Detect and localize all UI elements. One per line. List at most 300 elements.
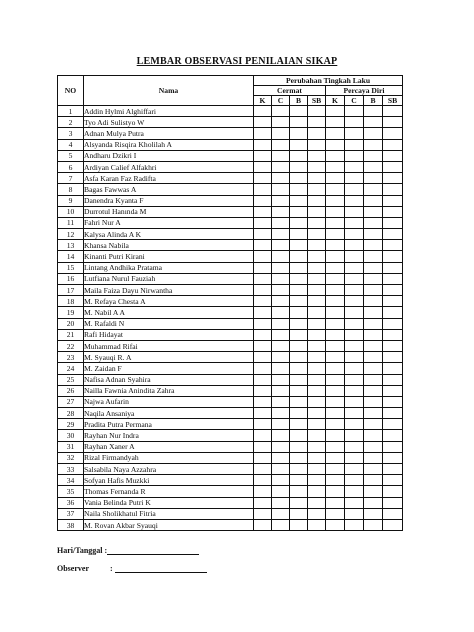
score-cell[interactable] <box>254 363 272 374</box>
score-cell[interactable] <box>326 307 345 318</box>
score-cell[interactable] <box>345 296 364 307</box>
score-cell[interactable] <box>364 307 383 318</box>
score-cell[interactable] <box>326 150 345 161</box>
score-cell[interactable] <box>308 396 326 407</box>
score-cell[interactable] <box>383 251 403 262</box>
score-cell[interactable] <box>290 173 308 184</box>
score-cell[interactable] <box>383 340 403 351</box>
score-cell[interactable] <box>345 486 364 497</box>
score-cell[interactable] <box>308 385 326 396</box>
score-cell[interactable] <box>383 173 403 184</box>
score-cell[interactable] <box>272 251 290 262</box>
score-cell[interactable] <box>383 195 403 206</box>
score-cell[interactable] <box>345 497 364 508</box>
score-cell[interactable] <box>308 363 326 374</box>
score-cell[interactable] <box>364 106 383 117</box>
score-cell[interactable] <box>345 464 364 475</box>
score-cell[interactable] <box>364 363 383 374</box>
score-cell[interactable] <box>272 318 290 329</box>
score-cell[interactable] <box>290 508 308 519</box>
score-cell[interactable] <box>345 195 364 206</box>
score-cell[interactable] <box>308 419 326 430</box>
score-cell[interactable] <box>290 519 308 530</box>
score-cell[interactable] <box>308 329 326 340</box>
score-cell[interactable] <box>326 229 345 240</box>
score-cell[interactable] <box>308 441 326 452</box>
score-cell[interactable] <box>383 150 403 161</box>
score-cell[interactable] <box>383 486 403 497</box>
score-cell[interactable] <box>383 229 403 240</box>
score-cell[interactable] <box>308 430 326 441</box>
score-cell[interactable] <box>254 340 272 351</box>
score-cell[interactable] <box>308 486 326 497</box>
score-cell[interactable] <box>383 318 403 329</box>
score-cell[interactable] <box>326 139 345 150</box>
score-cell[interactable] <box>345 161 364 172</box>
score-cell[interactable] <box>308 229 326 240</box>
score-cell[interactable] <box>383 419 403 430</box>
score-cell[interactable] <box>290 352 308 363</box>
score-cell[interactable] <box>290 251 308 262</box>
score-cell[interactable] <box>308 497 326 508</box>
score-cell[interactable] <box>290 486 308 497</box>
score-cell[interactable] <box>383 206 403 217</box>
score-cell[interactable] <box>290 441 308 452</box>
score-cell[interactable] <box>254 464 272 475</box>
score-cell[interactable] <box>254 318 272 329</box>
score-cell[interactable] <box>308 464 326 475</box>
score-cell[interactable] <box>383 139 403 150</box>
score-cell[interactable] <box>345 452 364 463</box>
score-cell[interactable] <box>272 396 290 407</box>
score-cell[interactable] <box>326 329 345 340</box>
score-cell[interactable] <box>254 206 272 217</box>
score-cell[interactable] <box>254 385 272 396</box>
score-cell[interactable] <box>383 452 403 463</box>
score-cell[interactable] <box>326 296 345 307</box>
score-cell[interactable] <box>383 363 403 374</box>
score-cell[interactable] <box>364 374 383 385</box>
score-cell[interactable] <box>364 385 383 396</box>
score-cell[interactable] <box>326 352 345 363</box>
score-cell[interactable] <box>272 173 290 184</box>
score-cell[interactable] <box>254 117 272 128</box>
score-cell[interactable] <box>326 419 345 430</box>
score-cell[interactable] <box>308 139 326 150</box>
score-cell[interactable] <box>326 508 345 519</box>
score-cell[interactable] <box>290 139 308 150</box>
score-cell[interactable] <box>254 273 272 284</box>
score-cell[interactable] <box>326 374 345 385</box>
score-cell[interactable] <box>254 150 272 161</box>
score-cell[interactable] <box>308 374 326 385</box>
score-cell[interactable] <box>290 150 308 161</box>
score-cell[interactable] <box>254 419 272 430</box>
score-cell[interactable] <box>364 519 383 530</box>
score-cell[interactable] <box>345 184 364 195</box>
score-cell[interactable] <box>364 173 383 184</box>
score-cell[interactable] <box>272 352 290 363</box>
score-cell[interactable] <box>364 296 383 307</box>
score-cell[interactable] <box>364 273 383 284</box>
score-cell[interactable] <box>345 240 364 251</box>
score-cell[interactable] <box>326 106 345 117</box>
score-cell[interactable] <box>272 340 290 351</box>
score-cell[interactable] <box>290 408 308 419</box>
score-cell[interactable] <box>383 374 403 385</box>
score-cell[interactable] <box>364 464 383 475</box>
score-cell[interactable] <box>290 307 308 318</box>
score-cell[interactable] <box>345 430 364 441</box>
score-cell[interactable] <box>290 217 308 228</box>
score-cell[interactable] <box>383 408 403 419</box>
score-cell[interactable] <box>364 508 383 519</box>
score-cell[interactable] <box>364 497 383 508</box>
score-cell[interactable] <box>326 240 345 251</box>
score-cell[interactable] <box>326 441 345 452</box>
score-cell[interactable] <box>254 128 272 139</box>
score-cell[interactable] <box>326 396 345 407</box>
score-cell[interactable] <box>326 363 345 374</box>
score-cell[interactable] <box>308 106 326 117</box>
score-cell[interactable] <box>364 117 383 128</box>
score-cell[interactable] <box>272 363 290 374</box>
score-cell[interactable] <box>345 408 364 419</box>
score-cell[interactable] <box>326 340 345 351</box>
observer-field[interactable] <box>115 572 207 573</box>
score-cell[interactable] <box>345 173 364 184</box>
score-cell[interactable] <box>383 117 403 128</box>
score-cell[interactable] <box>308 475 326 486</box>
score-cell[interactable] <box>383 519 403 530</box>
score-cell[interactable] <box>364 195 383 206</box>
score-cell[interactable] <box>290 285 308 296</box>
score-cell[interactable] <box>254 296 272 307</box>
score-cell[interactable] <box>364 128 383 139</box>
score-cell[interactable] <box>308 195 326 206</box>
score-cell[interactable] <box>364 340 383 351</box>
score-cell[interactable] <box>308 206 326 217</box>
score-cell[interactable] <box>326 318 345 329</box>
score-cell[interactable] <box>326 475 345 486</box>
score-cell[interactable] <box>272 195 290 206</box>
score-cell[interactable] <box>364 285 383 296</box>
score-cell[interactable] <box>345 285 364 296</box>
score-cell[interactable] <box>272 285 290 296</box>
score-cell[interactable] <box>272 419 290 430</box>
score-cell[interactable] <box>290 363 308 374</box>
score-cell[interactable] <box>345 519 364 530</box>
score-cell[interactable] <box>290 184 308 195</box>
score-cell[interactable] <box>345 508 364 519</box>
score-cell[interactable] <box>345 374 364 385</box>
score-cell[interactable] <box>326 161 345 172</box>
score-cell[interactable] <box>345 475 364 486</box>
score-cell[interactable] <box>272 217 290 228</box>
score-cell[interactable] <box>290 374 308 385</box>
score-cell[interactable] <box>345 217 364 228</box>
score-cell[interactable] <box>254 307 272 318</box>
score-cell[interactable] <box>254 240 272 251</box>
score-cell[interactable] <box>290 229 308 240</box>
score-cell[interactable] <box>383 296 403 307</box>
score-cell[interactable] <box>383 475 403 486</box>
score-cell[interactable] <box>326 117 345 128</box>
score-cell[interactable] <box>383 441 403 452</box>
score-cell[interactable] <box>383 352 403 363</box>
score-cell[interactable] <box>254 184 272 195</box>
score-cell[interactable] <box>272 329 290 340</box>
score-cell[interactable] <box>254 452 272 463</box>
score-cell[interactable] <box>254 508 272 519</box>
score-cell[interactable] <box>272 497 290 508</box>
score-cell[interactable] <box>290 497 308 508</box>
score-cell[interactable] <box>272 273 290 284</box>
score-cell[interactable] <box>383 508 403 519</box>
score-cell[interactable] <box>308 117 326 128</box>
score-cell[interactable] <box>383 464 403 475</box>
score-cell[interactable] <box>383 262 403 273</box>
score-cell[interactable] <box>345 441 364 452</box>
score-cell[interactable] <box>254 251 272 262</box>
score-cell[interactable] <box>272 240 290 251</box>
score-cell[interactable] <box>290 240 308 251</box>
score-cell[interactable] <box>326 285 345 296</box>
score-cell[interactable] <box>254 285 272 296</box>
score-cell[interactable] <box>254 139 272 150</box>
score-cell[interactable] <box>364 229 383 240</box>
score-cell[interactable] <box>272 184 290 195</box>
score-cell[interactable] <box>364 150 383 161</box>
score-cell[interactable] <box>364 139 383 150</box>
score-cell[interactable] <box>290 318 308 329</box>
score-cell[interactable] <box>308 340 326 351</box>
score-cell[interactable] <box>364 262 383 273</box>
score-cell[interactable] <box>326 452 345 463</box>
score-cell[interactable] <box>308 519 326 530</box>
score-cell[interactable] <box>383 285 403 296</box>
score-cell[interactable] <box>326 408 345 419</box>
score-cell[interactable] <box>383 240 403 251</box>
score-cell[interactable] <box>290 464 308 475</box>
score-cell[interactable] <box>290 340 308 351</box>
score-cell[interactable] <box>345 363 364 374</box>
score-cell[interactable] <box>326 217 345 228</box>
score-cell[interactable] <box>290 452 308 463</box>
score-cell[interactable] <box>254 441 272 452</box>
score-cell[interactable] <box>383 161 403 172</box>
score-cell[interactable] <box>272 206 290 217</box>
score-cell[interactable] <box>345 385 364 396</box>
score-cell[interactable] <box>272 385 290 396</box>
score-cell[interactable] <box>254 161 272 172</box>
score-cell[interactable] <box>308 307 326 318</box>
score-cell[interactable] <box>364 452 383 463</box>
score-cell[interactable] <box>254 217 272 228</box>
score-cell[interactable] <box>326 173 345 184</box>
score-cell[interactable] <box>308 296 326 307</box>
score-cell[interactable] <box>308 352 326 363</box>
score-cell[interactable] <box>383 385 403 396</box>
score-cell[interactable] <box>364 161 383 172</box>
score-cell[interactable] <box>345 273 364 284</box>
score-cell[interactable] <box>326 519 345 530</box>
score-cell[interactable] <box>308 262 326 273</box>
score-cell[interactable] <box>290 475 308 486</box>
score-cell[interactable] <box>254 229 272 240</box>
score-cell[interactable] <box>345 128 364 139</box>
score-cell[interactable] <box>254 408 272 419</box>
score-cell[interactable] <box>308 173 326 184</box>
score-cell[interactable] <box>272 106 290 117</box>
score-cell[interactable] <box>326 430 345 441</box>
score-cell[interactable] <box>345 117 364 128</box>
score-cell[interactable] <box>254 106 272 117</box>
score-cell[interactable] <box>345 329 364 340</box>
score-cell[interactable] <box>290 385 308 396</box>
score-cell[interactable] <box>345 318 364 329</box>
score-cell[interactable] <box>308 128 326 139</box>
score-cell[interactable] <box>254 352 272 363</box>
score-cell[interactable] <box>290 329 308 340</box>
score-cell[interactable] <box>272 452 290 463</box>
score-cell[interactable] <box>345 352 364 363</box>
score-cell[interactable] <box>272 408 290 419</box>
score-cell[interactable] <box>272 464 290 475</box>
score-cell[interactable] <box>364 441 383 452</box>
score-cell[interactable] <box>254 329 272 340</box>
score-cell[interactable] <box>326 251 345 262</box>
score-cell[interactable] <box>290 195 308 206</box>
score-cell[interactable] <box>326 128 345 139</box>
score-cell[interactable] <box>383 329 403 340</box>
score-cell[interactable] <box>364 408 383 419</box>
score-cell[interactable] <box>272 441 290 452</box>
score-cell[interactable] <box>290 419 308 430</box>
score-cell[interactable] <box>345 150 364 161</box>
score-cell[interactable] <box>272 508 290 519</box>
score-cell[interactable] <box>383 273 403 284</box>
score-cell[interactable] <box>345 206 364 217</box>
score-cell[interactable] <box>290 273 308 284</box>
score-cell[interactable] <box>326 206 345 217</box>
score-cell[interactable] <box>326 184 345 195</box>
score-cell[interactable] <box>254 195 272 206</box>
score-cell[interactable] <box>345 229 364 240</box>
score-cell[interactable] <box>290 396 308 407</box>
score-cell[interactable] <box>254 262 272 273</box>
score-cell[interactable] <box>272 128 290 139</box>
score-cell[interactable] <box>364 486 383 497</box>
score-cell[interactable] <box>364 430 383 441</box>
score-cell[interactable] <box>254 486 272 497</box>
score-cell[interactable] <box>326 195 345 206</box>
score-cell[interactable] <box>364 475 383 486</box>
score-cell[interactable] <box>254 497 272 508</box>
score-cell[interactable] <box>290 296 308 307</box>
score-cell[interactable] <box>290 161 308 172</box>
score-cell[interactable] <box>290 206 308 217</box>
score-cell[interactable] <box>254 396 272 407</box>
score-cell[interactable] <box>308 318 326 329</box>
score-cell[interactable] <box>272 519 290 530</box>
score-cell[interactable] <box>364 329 383 340</box>
score-cell[interactable] <box>326 486 345 497</box>
score-cell[interactable] <box>308 408 326 419</box>
score-cell[interactable] <box>290 262 308 273</box>
score-cell[interactable] <box>345 307 364 318</box>
score-cell[interactable] <box>364 206 383 217</box>
score-cell[interactable] <box>272 150 290 161</box>
score-cell[interactable] <box>345 419 364 430</box>
score-cell[interactable] <box>308 251 326 262</box>
score-cell[interactable] <box>326 273 345 284</box>
score-cell[interactable] <box>272 296 290 307</box>
score-cell[interactable] <box>383 184 403 195</box>
score-cell[interactable] <box>345 251 364 262</box>
score-cell[interactable] <box>364 419 383 430</box>
score-cell[interactable] <box>254 173 272 184</box>
score-cell[interactable] <box>364 184 383 195</box>
score-cell[interactable] <box>364 217 383 228</box>
score-cell[interactable] <box>308 508 326 519</box>
score-cell[interactable] <box>364 251 383 262</box>
score-cell[interactable] <box>272 475 290 486</box>
score-cell[interactable] <box>345 139 364 150</box>
score-cell[interactable] <box>383 217 403 228</box>
score-cell[interactable] <box>254 475 272 486</box>
score-cell[interactable] <box>364 318 383 329</box>
score-cell[interactable] <box>345 106 364 117</box>
score-cell[interactable] <box>364 352 383 363</box>
score-cell[interactable] <box>272 307 290 318</box>
score-cell[interactable] <box>308 161 326 172</box>
score-cell[interactable] <box>272 262 290 273</box>
score-cell[interactable] <box>345 262 364 273</box>
score-cell[interactable] <box>364 396 383 407</box>
score-cell[interactable] <box>254 430 272 441</box>
score-cell[interactable] <box>308 273 326 284</box>
score-cell[interactable] <box>308 240 326 251</box>
score-cell[interactable] <box>308 285 326 296</box>
date-field[interactable] <box>107 554 199 555</box>
score-cell[interactable] <box>272 139 290 150</box>
score-cell[interactable] <box>383 497 403 508</box>
score-cell[interactable] <box>345 396 364 407</box>
score-cell[interactable] <box>308 184 326 195</box>
score-cell[interactable] <box>308 217 326 228</box>
score-cell[interactable] <box>383 307 403 318</box>
score-cell[interactable] <box>272 161 290 172</box>
score-cell[interactable] <box>272 486 290 497</box>
score-cell[interactable] <box>272 229 290 240</box>
score-cell[interactable] <box>326 385 345 396</box>
score-cell[interactable] <box>308 452 326 463</box>
score-cell[interactable] <box>383 430 403 441</box>
score-cell[interactable] <box>272 117 290 128</box>
score-cell[interactable] <box>254 374 272 385</box>
score-cell[interactable] <box>290 106 308 117</box>
score-cell[interactable] <box>254 519 272 530</box>
score-cell[interactable] <box>290 128 308 139</box>
score-cell[interactable] <box>290 117 308 128</box>
score-cell[interactable] <box>308 150 326 161</box>
score-cell[interactable] <box>326 464 345 475</box>
score-cell[interactable] <box>272 430 290 441</box>
score-cell[interactable] <box>364 240 383 251</box>
score-cell[interactable] <box>383 106 403 117</box>
score-cell[interactable] <box>345 340 364 351</box>
